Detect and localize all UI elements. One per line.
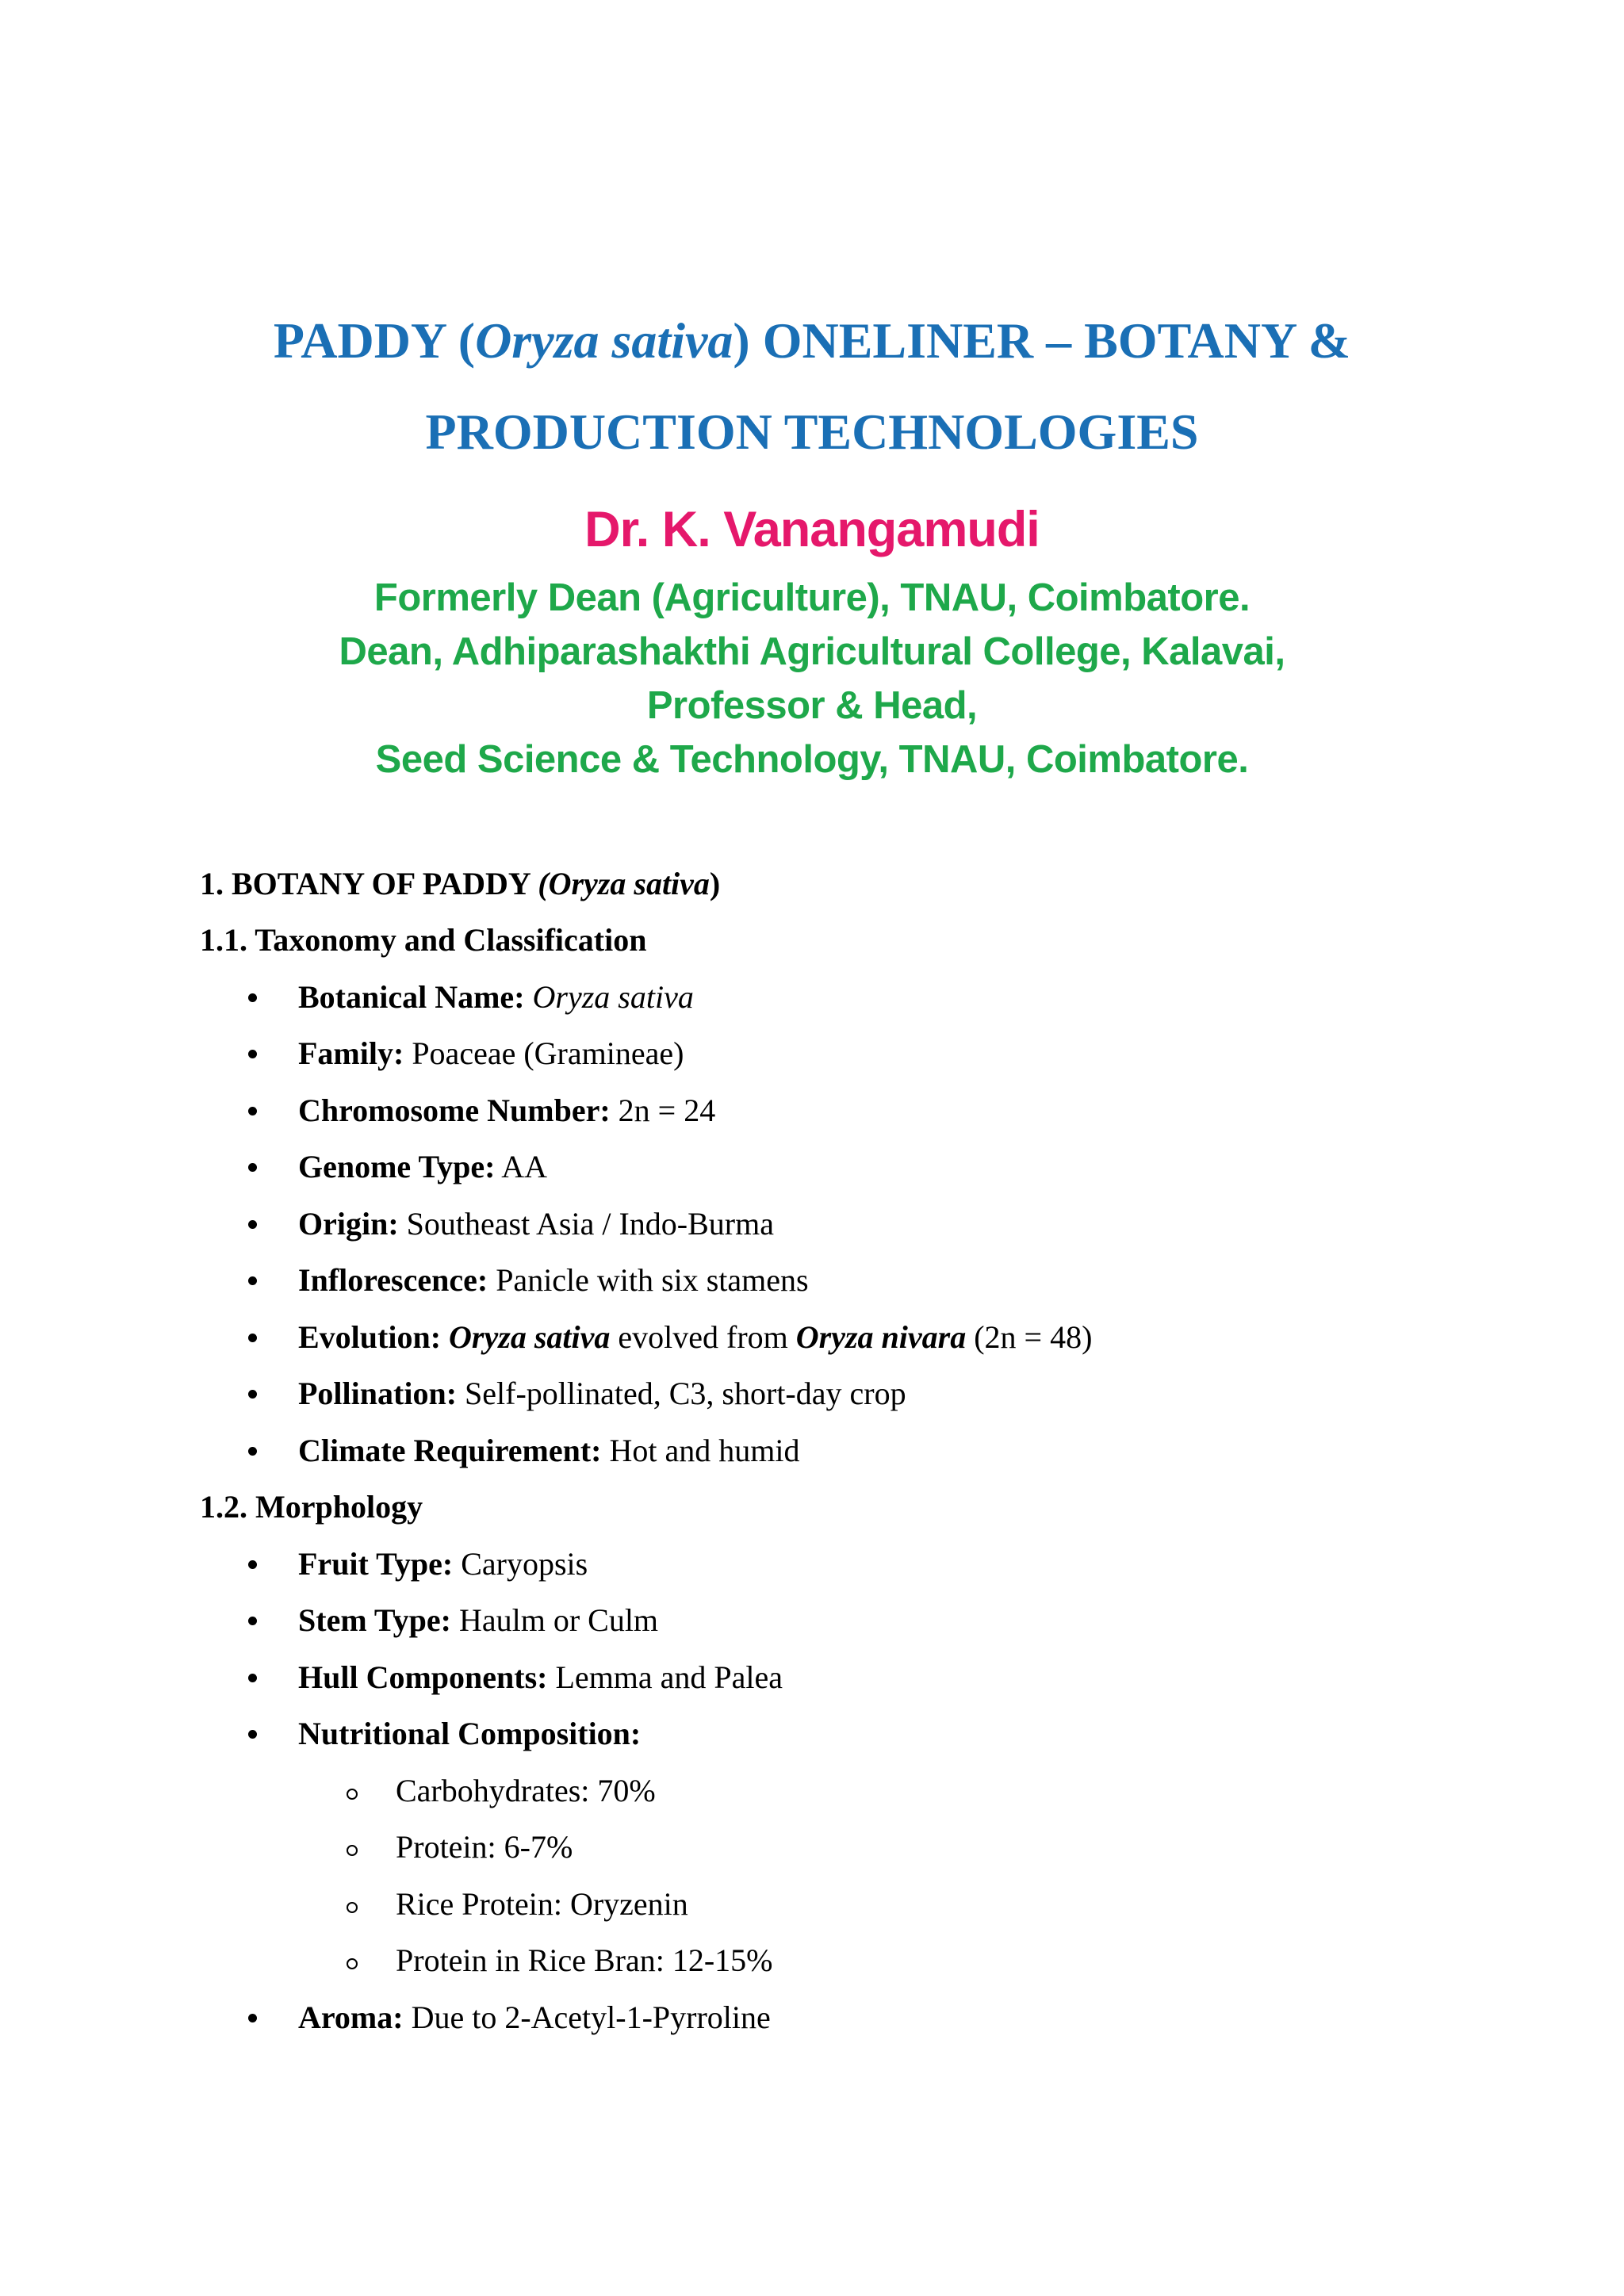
sub-list-item-rice-protein (0, 1885, 1624, 1924)
bullet-icon (248, 1674, 257, 1682)
author-name: Dr. K. Vanangamudi (584, 502, 1040, 557)
affiliation-line: Formerly Dean (Agriculture), TNAU, Coimbatore. (373, 576, 1251, 619)
item-label: Genome Type: (298, 1149, 496, 1184)
bullet-icon (248, 1560, 257, 1569)
affiliation-line: Professor & Head, (646, 684, 978, 727)
document-title-line-2: PRODUCTION TECHNOLOGIES (425, 404, 1199, 460)
item-label: Family: (298, 1035, 404, 1071)
item-value: Panicle with six stamens (496, 1262, 809, 1298)
item-value: Due to 2-Acetyl-1-Pyrroline (411, 1999, 771, 2035)
bullet-icon (248, 1617, 257, 1625)
bullet-icon (248, 1220, 257, 1229)
section-heading-botany (200, 864, 720, 904)
item-value: 2n = 24 (618, 1093, 716, 1128)
item-label: Stem Type: (298, 1602, 451, 1638)
item-label: Aroma: (298, 1999, 404, 2035)
item-value: Self-pollinated, C3, short-day crop (465, 1376, 906, 1411)
item-label: Evolution: (298, 1319, 442, 1355)
title-suffix: ) ONELINER – BOTANY & (733, 312, 1351, 369)
item-value: AA (501, 1149, 548, 1184)
circle-bullet-icon (347, 1845, 358, 1856)
affiliation-line: Dean, Adhiparashakthi Agricultural College, Kalavai, (339, 630, 1285, 673)
list-item-evolution (0, 1318, 1624, 1357)
bullet-icon (248, 1050, 257, 1058)
list-item-stem-type (0, 1601, 1624, 1640)
list-item-genome-type (0, 1147, 1624, 1187)
bullet-icon (248, 1730, 257, 1739)
list-item-aroma (0, 1998, 1624, 2038)
item-value: Oryza sativa (532, 979, 694, 1015)
bullet-icon (248, 1334, 257, 1342)
list-item-family (0, 1034, 1624, 1073)
item-value: evolved from (618, 1319, 788, 1355)
list-item-hull-components (0, 1658, 1624, 1697)
sub-item-text: Carbohydrates: 70% (396, 1773, 656, 1808)
item-label: Hull Components: (298, 1659, 548, 1695)
affiliation-line: Seed Science & Technology, TNAU, Coimbatore. (375, 738, 1249, 781)
list-item-botanical-name (0, 978, 1624, 1017)
bullet-icon (248, 993, 257, 1002)
bullet-icon (248, 2014, 257, 2022)
bullet-icon (248, 1390, 257, 1399)
circle-bullet-icon (347, 1958, 358, 1969)
bullet-icon (248, 1163, 257, 1172)
section-heading-text: 1. BOTANY OF PADDY (200, 866, 538, 901)
item-value-end: (2n = 48) (974, 1319, 1093, 1355)
section-heading-species: (Oryza sativa (538, 866, 710, 901)
list-item-inflorescence (0, 1261, 1624, 1300)
circle-bullet-icon (347, 1789, 358, 1800)
sub-item-text: Protein: 6-7% (396, 1829, 573, 1865)
sub-list-item-carbohydrates (0, 1771, 1624, 1811)
list-item-origin (0, 1204, 1624, 1244)
item-value: Caryopsis (461, 1546, 588, 1582)
item-value: Haulm or Culm (458, 1602, 659, 1638)
section-heading-close: ) (709, 866, 721, 901)
item-value: Lemma and Palea (555, 1659, 783, 1695)
bullet-icon (248, 1447, 257, 1456)
item-value: Southeast Asia / Indo-Burma (406, 1206, 774, 1242)
sub-list-item-protein (0, 1827, 1624, 1867)
sub-item-text: Rice Protein: Oryzenin (396, 1886, 688, 1922)
item-label: Origin: (298, 1206, 399, 1242)
item-species-2: Oryza nivara (795, 1319, 967, 1355)
bullet-icon (248, 1107, 257, 1115)
subsection-heading-taxonomy: 1.1. Taxonomy and Classification (200, 922, 647, 958)
circle-bullet-icon (347, 1902, 358, 1913)
sub-list-item-rice-bran-protein (0, 1941, 1624, 1980)
list-item-pollination (0, 1374, 1624, 1414)
subsection-heading-morphology: 1.2. Morphology (200, 1489, 423, 1525)
list-item-chromosome-number (0, 1091, 1624, 1131)
sub-item-text: Protein in Rice Bran: 12-15% (396, 1942, 773, 1978)
item-label: Inflorescence: (298, 1262, 488, 1298)
item-label: Botanical Name: (298, 979, 525, 1015)
item-value: Poaceae (Gramineae) (412, 1035, 684, 1071)
item-value: Hot and humid (609, 1433, 800, 1468)
item-species-1: Oryza sativa (449, 1319, 611, 1355)
item-label: Climate Requirement: (298, 1433, 602, 1468)
item-label: Nutritional Composition: (298, 1716, 642, 1751)
list-item-climate-requirement (0, 1431, 1624, 1471)
title-species: Oryza sativa (475, 312, 733, 369)
list-item-fruit-type (0, 1544, 1624, 1584)
document-title-line-1 (0, 309, 1624, 373)
bullet-icon (248, 1276, 257, 1285)
item-label: Fruit Type: (298, 1546, 454, 1582)
title-prefix: PADDY ( (273, 312, 476, 369)
item-label: Pollination: (298, 1376, 458, 1411)
item-label: Chromosome Number: (298, 1093, 611, 1128)
list-item-nutritional-composition (0, 1714, 1624, 1754)
